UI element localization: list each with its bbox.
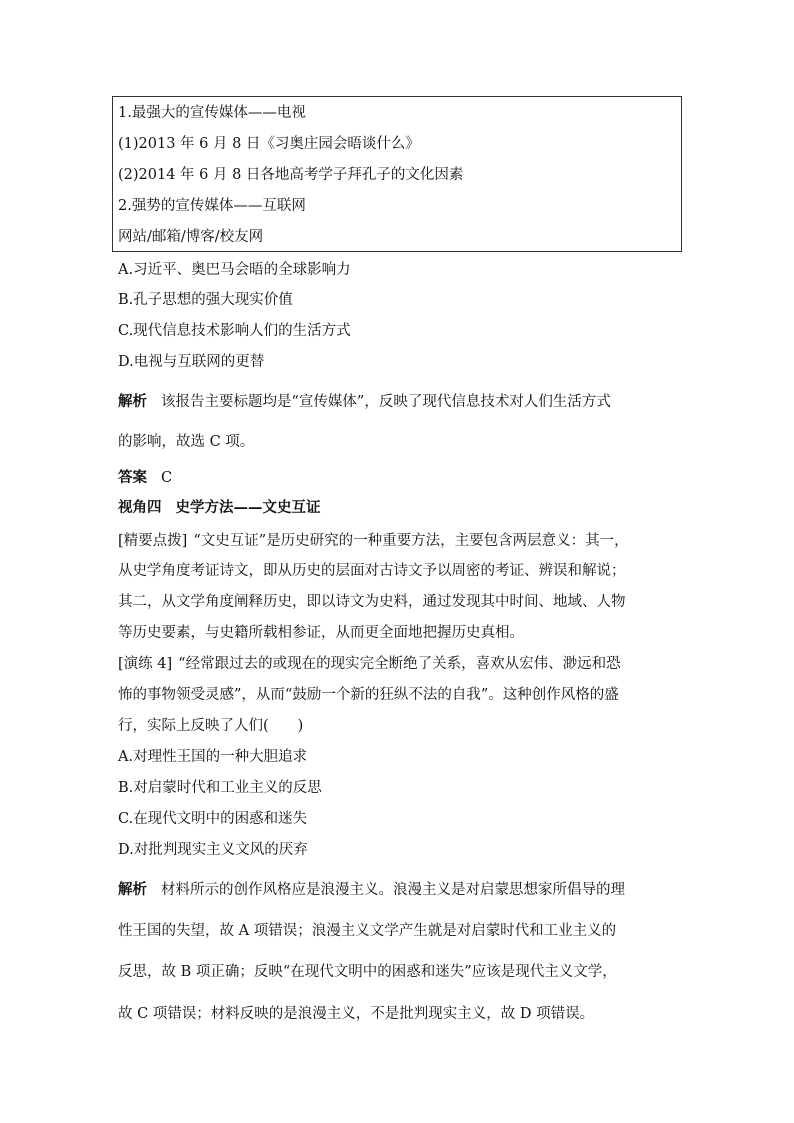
q2-stem-line-1	[118, 654, 621, 674]
q2-option-a: A.对理性王国的一种大胆追求	[118, 749, 308, 765]
q2-analysis-line-3: 反思，故 B 项正确；反映“在现代文明中的困惑和迷失”应该是现代主义文学，	[118, 964, 617, 980]
tip-text-1: “文史互证”是历史研究的一种重要方法，主要包含两层意义：其一，	[193, 533, 629, 549]
tip-line-2: 从史学角度考证诗文，即从历史的层面对古诗文予以周密的考证、辨误和解说；	[118, 563, 626, 579]
section-title-right: 史学方法——文史互证	[175, 499, 321, 516]
q1-option-c: C.现代信息技术影响人们的生活方式	[118, 323, 351, 339]
q2-option-b: B.对启蒙时代和工业主义的反思	[118, 780, 322, 796]
q2-analysis-line-2: 性王国的失望，故 A 项错误；浪漫主义文学产生就是对启蒙时代和工业主义的	[118, 923, 617, 939]
q1-option-d: D.电视与互联网的更替	[118, 354, 265, 370]
q2-option-d: D.对批判现实主义文风的厌弃	[118, 842, 308, 858]
material-line-5: 网站/邮箱/博客/校友网	[118, 229, 264, 245]
q2-tag: [演练 4]	[118, 656, 173, 672]
q2-stem-line-2: 怖的事物领受灵感”，从而“鼓励一个新的狂纵不法的自我”。这种创作风格的盛	[118, 687, 619, 703]
q2-analysis-label: 解析	[118, 881, 147, 898]
material-line-3: (2)2014 年 6 月 8 日各地高考学子拜孔子的文化因素	[118, 167, 464, 183]
section-title-left: 视角四	[118, 499, 162, 516]
q2-stem-text-1: “经常跟过去的或现在的现实完全断绝了关系，喜欢从宏伟、渺远和恐	[178, 656, 621, 672]
q2-stem-line-3: 行，实际上反映了人们( )	[118, 718, 304, 734]
tip-line-1	[118, 531, 629, 551]
q1-analysis-text-1: 该报告主要标题均是“宣传媒体”，反映了现代信息技术对人们生活方式	[161, 394, 611, 410]
tip-line-3: 其二，从文学角度阐释历史，即以诗文为史料，通过发现其中时间、地域、人物	[118, 594, 626, 610]
q1-option-a: A.习近平、奥巴马会晤的全球影响力	[118, 262, 351, 278]
material-line-1: 1.最强大的宣传媒体——电视	[118, 105, 306, 121]
q1-analysis-line-2: 的影响，故选 C 项。	[118, 434, 255, 450]
q2-option-c: C.在现代文明中的困惑和迷失	[118, 811, 308, 827]
section-title	[118, 498, 321, 518]
material-box	[112, 96, 682, 252]
material-line-4: 2.强势的宣传媒体——互联网	[118, 198, 306, 214]
q2-analysis-text-1: 材料所示的创作风格应是浪漫主义。浪漫主义是对启蒙思想家所倡导的理	[161, 882, 625, 898]
q1-option-b: B.孔子思想的强大现实价值	[118, 292, 293, 308]
material-line-2: (1)2013 年 6 月 8 日《习奥庄园会晤谈什么》	[118, 136, 420, 152]
q1-analysis-label: 解析	[118, 393, 147, 410]
tip-tag: [精要点拨]	[118, 533, 188, 549]
q1-answer	[118, 468, 172, 488]
q2-analysis-line-1	[118, 880, 625, 900]
q2-analysis-line-4: 故 C 项错误；材料反映的是浪漫主义，不是批判现实主义，故 D 项错误。	[118, 1006, 595, 1022]
q1-answer-label: 答案	[118, 469, 147, 486]
tip-line-4: 等历史要素，与史籍所载相参证，从而更全面地把握历史真相。	[118, 625, 524, 641]
q1-analysis-line-1	[118, 392, 611, 412]
q1-answer-value: C	[161, 470, 173, 486]
